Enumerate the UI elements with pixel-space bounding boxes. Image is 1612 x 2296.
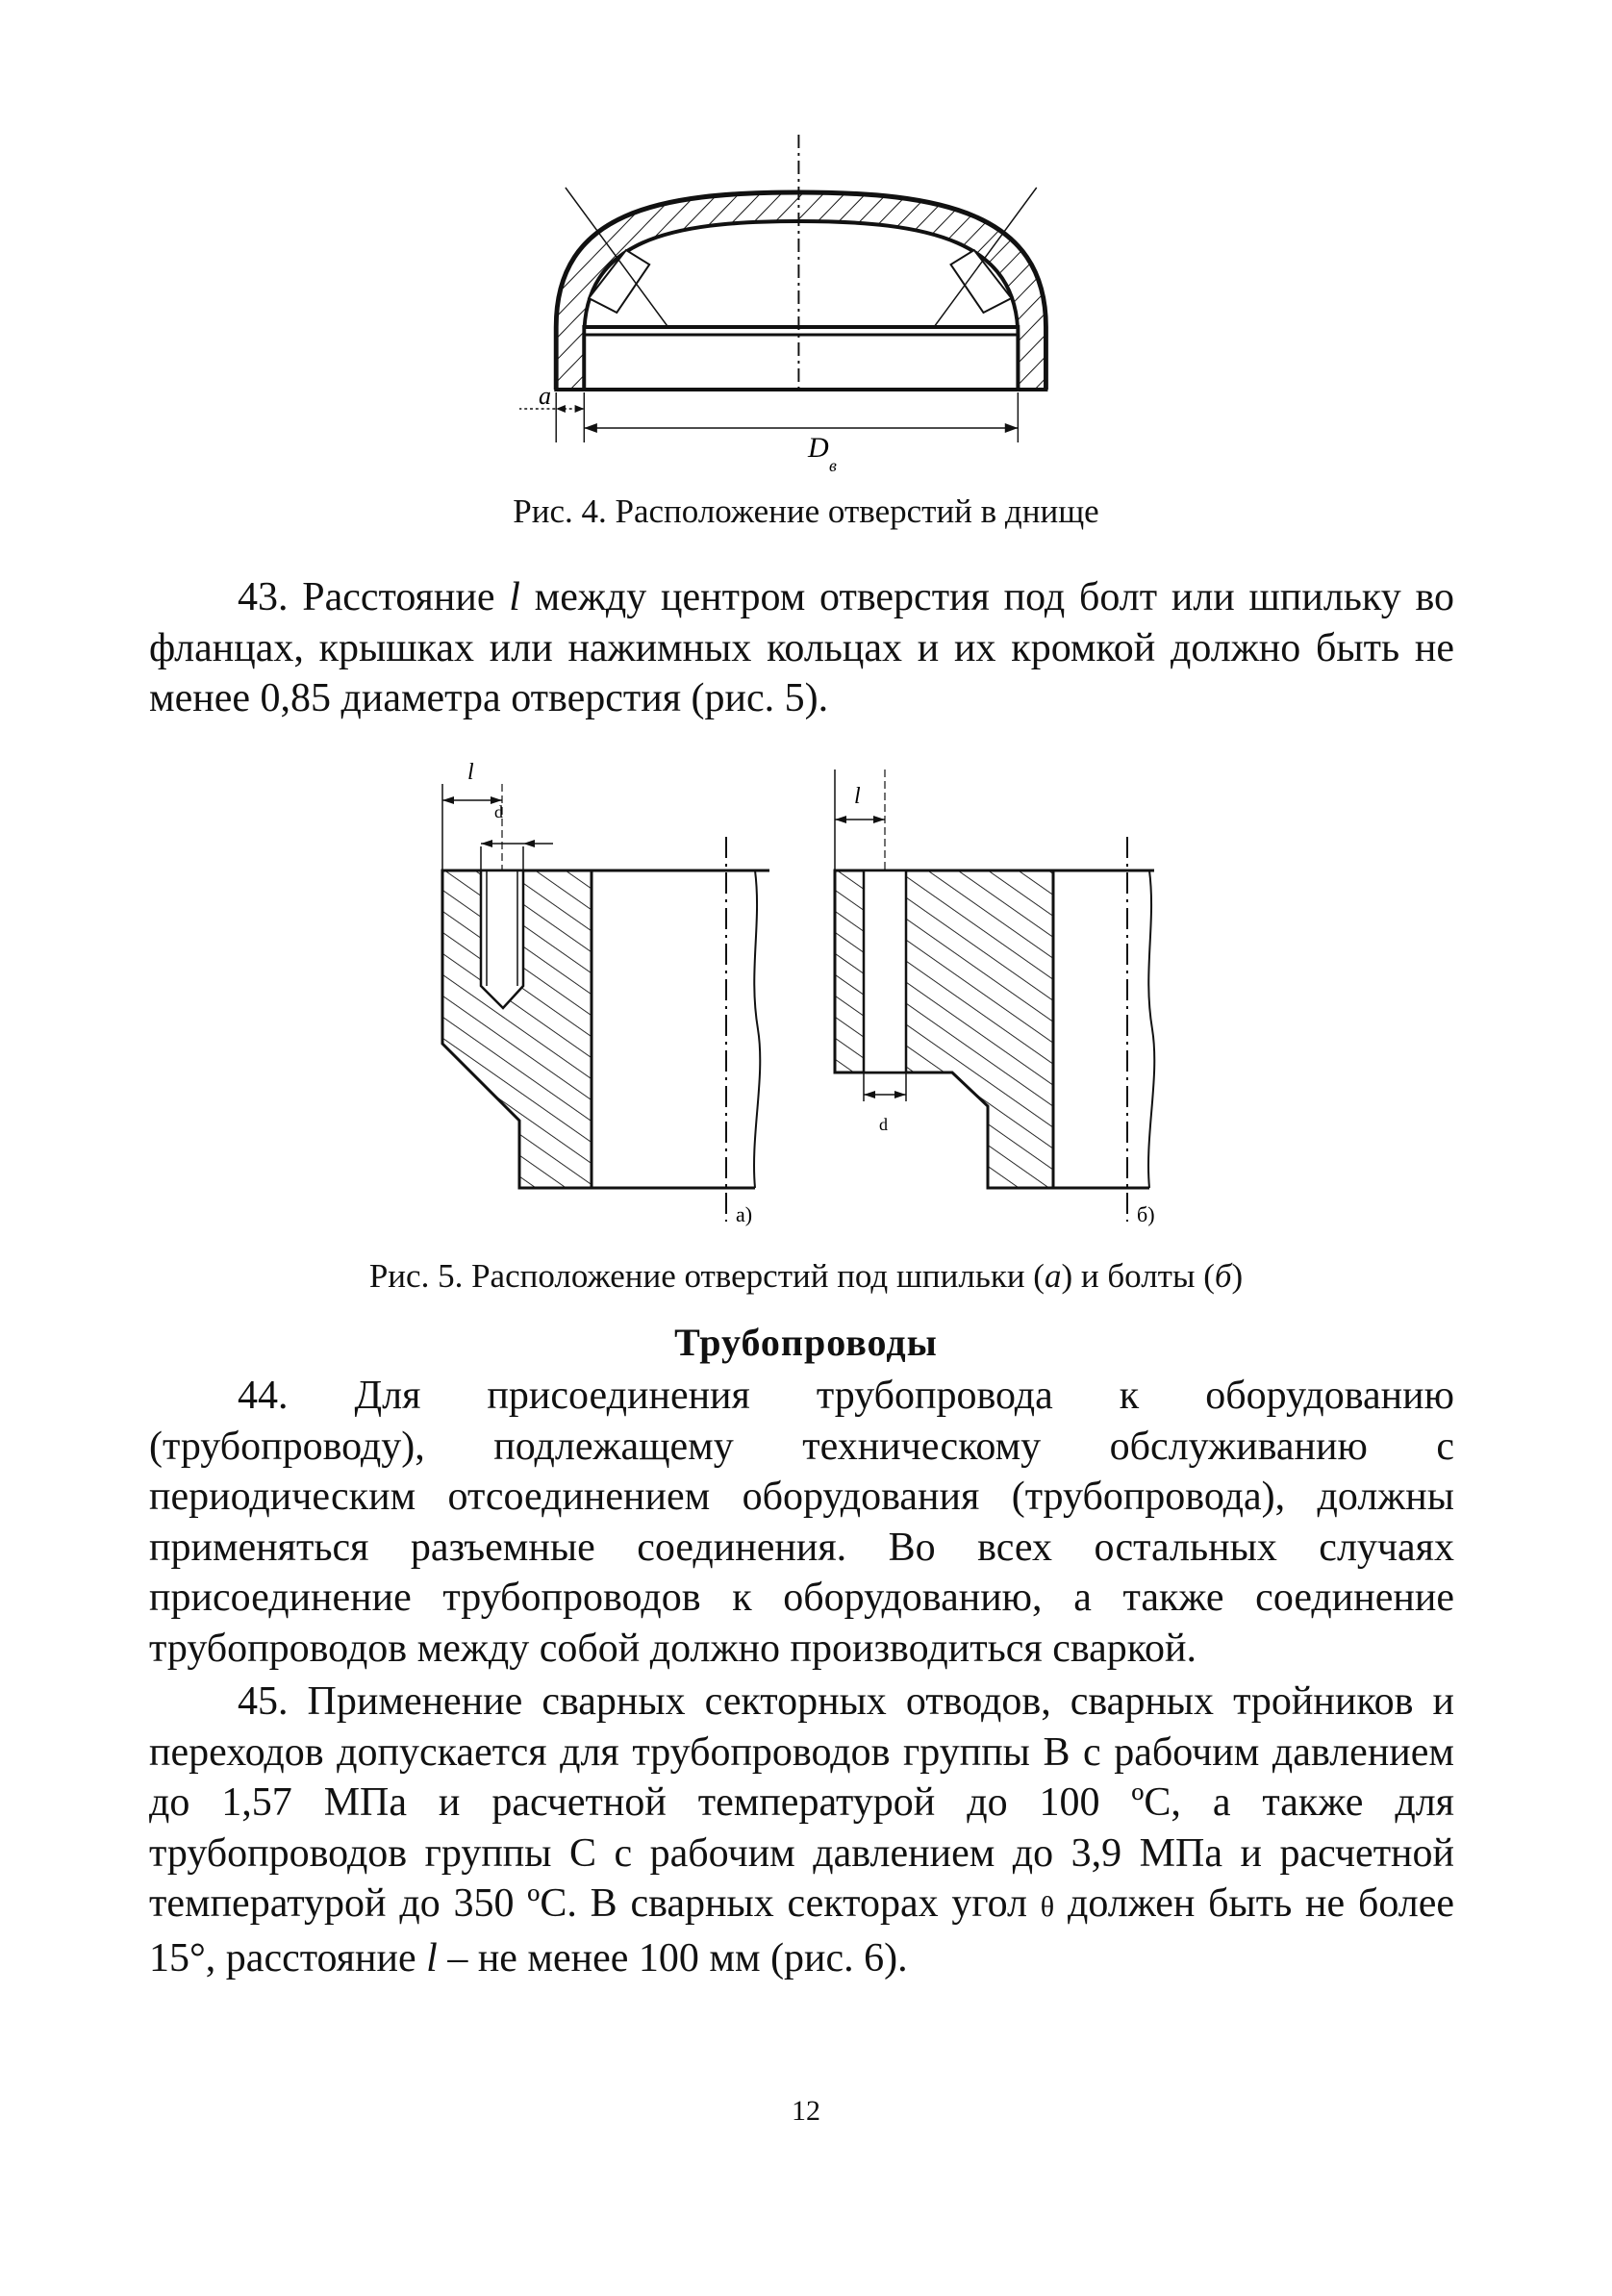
paragraph-43-text-before: Расстояние bbox=[302, 575, 495, 619]
figure-5b bbox=[835, 770, 1154, 1222]
figure-5a-label-d: d bbox=[494, 802, 503, 821]
section-heading: Трубопроводы bbox=[674, 1321, 938, 1364]
paragraph-43-text-after: между центром отверстия под болт или шпильку во фланцах, крышках или нажимных кольцах и их кромкой должно быть не менее 0,85 диаметра отверстия (рис. 5). bbox=[149, 575, 1455, 720]
figure-5-drawing bbox=[423, 750, 1193, 1241]
page-number: 12 bbox=[792, 2095, 820, 2127]
paragraph-45-text-before: 45. Применение сварных секторных отводов, сварных тройников и переходов допускается для трубопроводов группы В с рабочим давлением до 1,57 МПа и расчетной температурой до 100 ºС, а также для трубопроводов группы С с рабочим давлением до 3,9 МПа и расчетной температурой до 350 ºС. В сварных секторах угол bbox=[149, 1679, 1454, 1926]
paragraph-44-text: 44. Для присоединения трубопровода к оборудованию (трубопроводу), подлежащему техническому обслуживанию с периодическим отсоединением оборудования (трубопровода), должны применяться разъемные соединения. Во всех остальных случаях присоединение трубопроводов к оборудованию, а также соединение трубопроводов между собой должно производиться сваркой. bbox=[149, 1374, 1454, 1671]
paragraph-44 bbox=[149, 1371, 1454, 1674]
figure-5b-label-l: l bbox=[854, 784, 861, 809]
figure-4-label-d-sub: в bbox=[829, 456, 837, 475]
symbol-theta: θ bbox=[1040, 1891, 1055, 1923]
paragraph-45 bbox=[149, 1677, 1454, 1983]
figure-5-caption: Рис. 5. Расположение отверстий под шпильки (а) и болты (б) bbox=[368, 1257, 1244, 1295]
figure-5b-label: б) bbox=[1137, 1202, 1155, 1226]
figure-5b-label-d: d bbox=[879, 1115, 888, 1134]
figure-4-caption: Рис. 4. Расположение отверстий в днище bbox=[513, 492, 1099, 530]
figure-4-label-d: D bbox=[808, 432, 829, 464]
paragraph-45-text-after: – не менее 100 мм (рис. 6). bbox=[447, 1935, 908, 1981]
figure-5a bbox=[442, 784, 769, 1222]
symbol-l: l bbox=[426, 1935, 438, 1981]
paragraph-45-text-mid: должен быть не более 15°, расстояние bbox=[149, 1881, 1455, 1981]
figure-5a-label-l: l bbox=[467, 760, 474, 785]
figure-5a-label: а) bbox=[736, 1202, 753, 1226]
symbol-l: l bbox=[509, 575, 520, 619]
figure-4-drawing bbox=[519, 135, 1058, 500]
paragraph-43 bbox=[149, 572, 1454, 724]
paragraph-43-number: 43. bbox=[238, 575, 289, 619]
figure-4-label-a: a bbox=[539, 382, 551, 410]
